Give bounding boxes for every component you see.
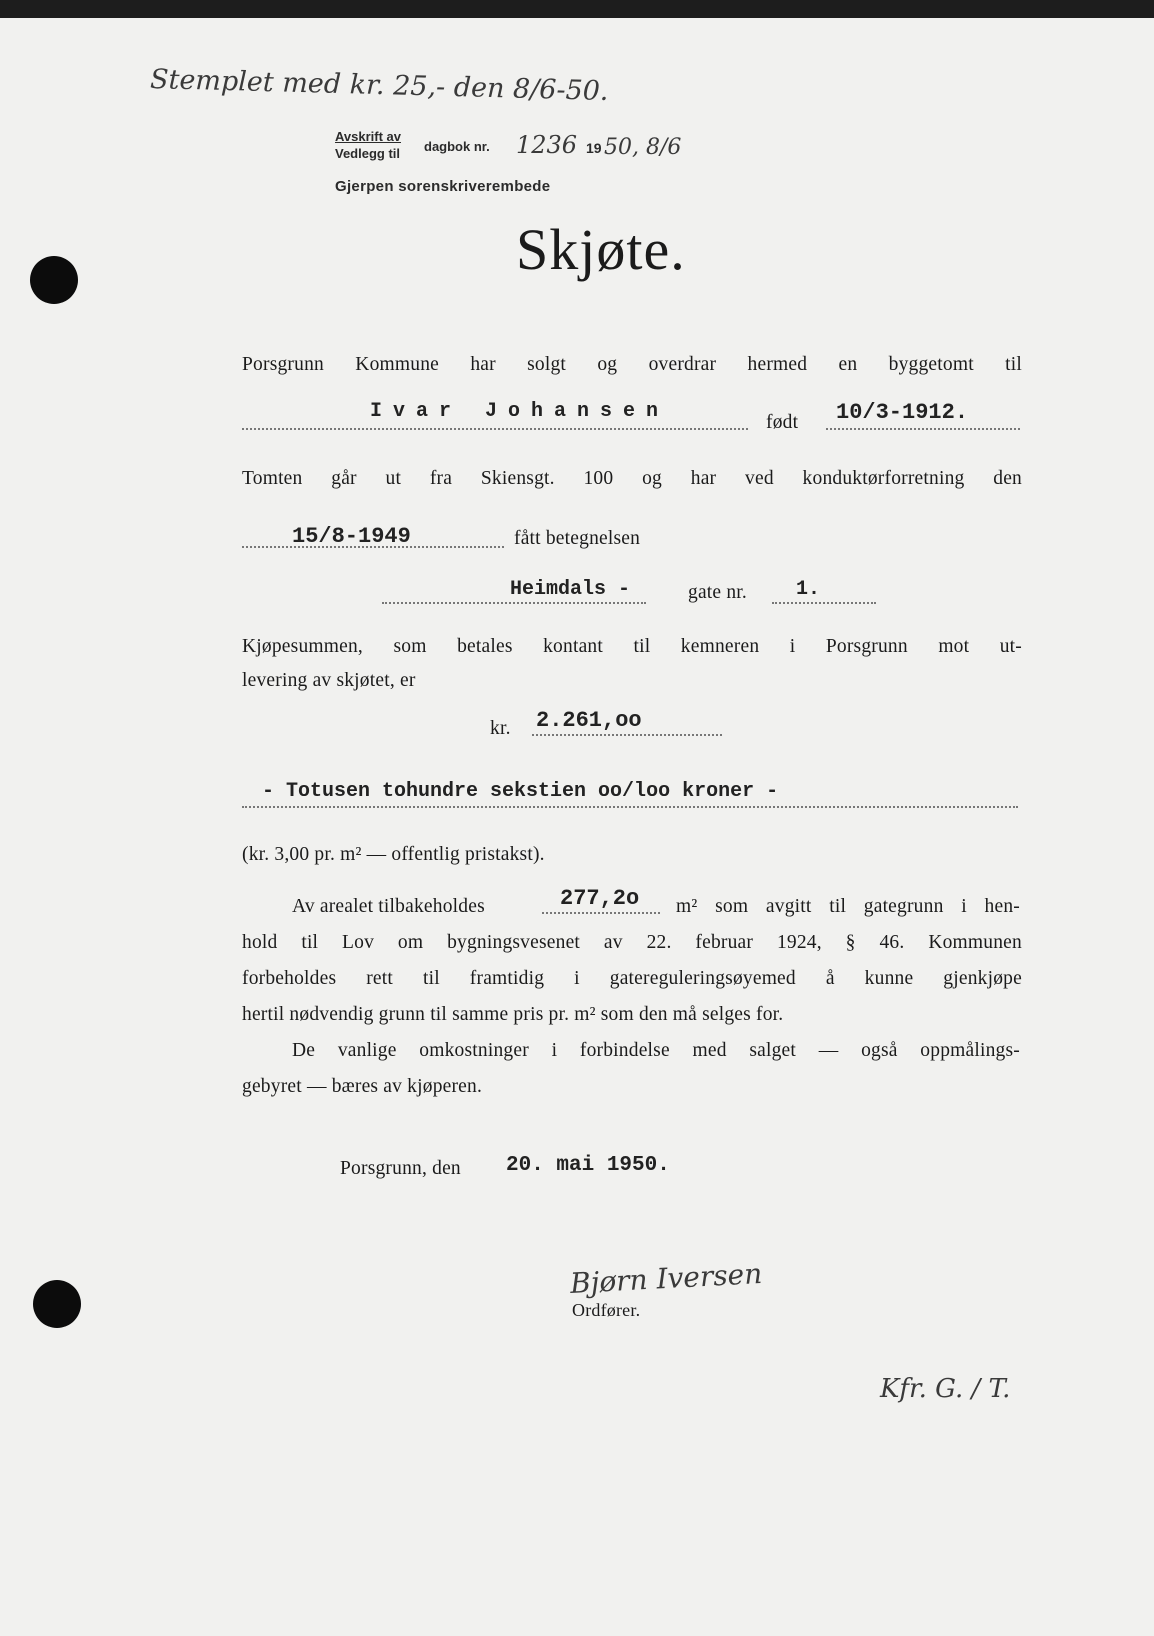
areal-value: 277,2o	[560, 886, 640, 911]
kr-label: kr.	[490, 718, 511, 739]
scan-top-edge	[0, 0, 1154, 18]
born-label: født	[766, 412, 799, 433]
intro-line: Porsgrunn Kommune har solgt og overdrar hermed en byggetomt til	[242, 354, 1022, 375]
amount-in-words: - Totusen tohundre sekstien oo/loo kroner -	[262, 780, 779, 803]
punch-hole-top	[30, 256, 78, 304]
born-date: 10/3-1912.	[836, 400, 969, 425]
street-name: Heimdals -	[510, 578, 631, 601]
stamp-office: Gjerpen sorenskriverembede	[335, 178, 551, 195]
stamp-line-avskrift: Avskrift av	[335, 129, 401, 144]
buyer-name: Ivar Johansen	[370, 400, 670, 423]
areal-value-line	[542, 912, 660, 914]
stamp-line-vedlegg: Vedlegg til	[335, 146, 401, 161]
amount-in-words-line	[242, 806, 1018, 808]
document-date: 20. mai 1950.	[506, 1154, 670, 1177]
margin-note-handwritten: Stemplet med kr. 25,- den 8/6-50.	[149, 64, 609, 107]
punch-hole-bottom	[33, 1280, 81, 1328]
gate-label: gate nr.	[688, 582, 747, 603]
street-name-line	[382, 602, 646, 604]
amount: 2.261,oo	[536, 708, 642, 733]
pristakst-line: (kr. 3,00 pr. m² — offentlig pristakst).	[242, 844, 545, 865]
omkostninger-line-1: De vanlige omkostninger i forbindelse med salget — også oppmålings-	[292, 1040, 1020, 1061]
gate-number: 1.	[796, 578, 821, 601]
signature: Bjørn Iversen	[569, 1256, 763, 1301]
areal-label: Av arealet tilbakeholdes	[292, 896, 485, 917]
areal-rest: m² som avgitt til gategrunn i hen-	[676, 896, 1020, 917]
kjopesum-line-2: levering av skjøtet, er	[242, 670, 416, 691]
document-title: Skjøte.	[516, 217, 686, 282]
place-date-prefix: Porsgrunn, den	[340, 1158, 461, 1179]
fatt-betegnelsen: fått betegnelsen	[514, 528, 641, 549]
paragraph-line-2: hold til Lov om bygningsvesenet av 22. februar 1924, § 46. Kommunen	[242, 932, 1022, 953]
stamp-year-handwritten: 50, 8/6	[604, 135, 682, 160]
tomten-line: Tomten går ut fra Skiensgt. 100 og har ved konduktørforretning den	[242, 468, 1022, 489]
document-page	[0, 18, 1154, 1636]
amount-line	[532, 734, 722, 736]
omkostninger-line-2: gebyret — bæres av kjøperen.	[242, 1076, 483, 1097]
kjopesum-line-1: Kjøpesummen, som betales kontant til kemneren i Porsgrunn mot ut-	[242, 636, 1022, 657]
gate-number-line	[772, 602, 876, 604]
stamp-dagbok-label: dagbok nr.	[424, 139, 490, 154]
buyer-name-line	[242, 428, 748, 430]
born-date-line	[826, 428, 1020, 430]
survey-date-line	[242, 546, 504, 548]
signature-role: Ordfører.	[572, 1300, 641, 1320]
stamp-year-prefix: 19	[586, 140, 602, 156]
survey-date: 15/8-1949	[292, 524, 411, 549]
stamp-dagbok-number: 1236	[516, 131, 578, 159]
corner-note-handwritten: Kfr. G. / T.	[880, 1374, 1011, 1404]
paragraph-line-4: hertil nødvendig grunn til samme pris pr. m² som den må selges for.	[242, 1004, 784, 1025]
paragraph-line-3: forbeholdes rett til framtidig i gatereguleringsøyemed å kunne gjenkjøpe	[242, 968, 1022, 989]
